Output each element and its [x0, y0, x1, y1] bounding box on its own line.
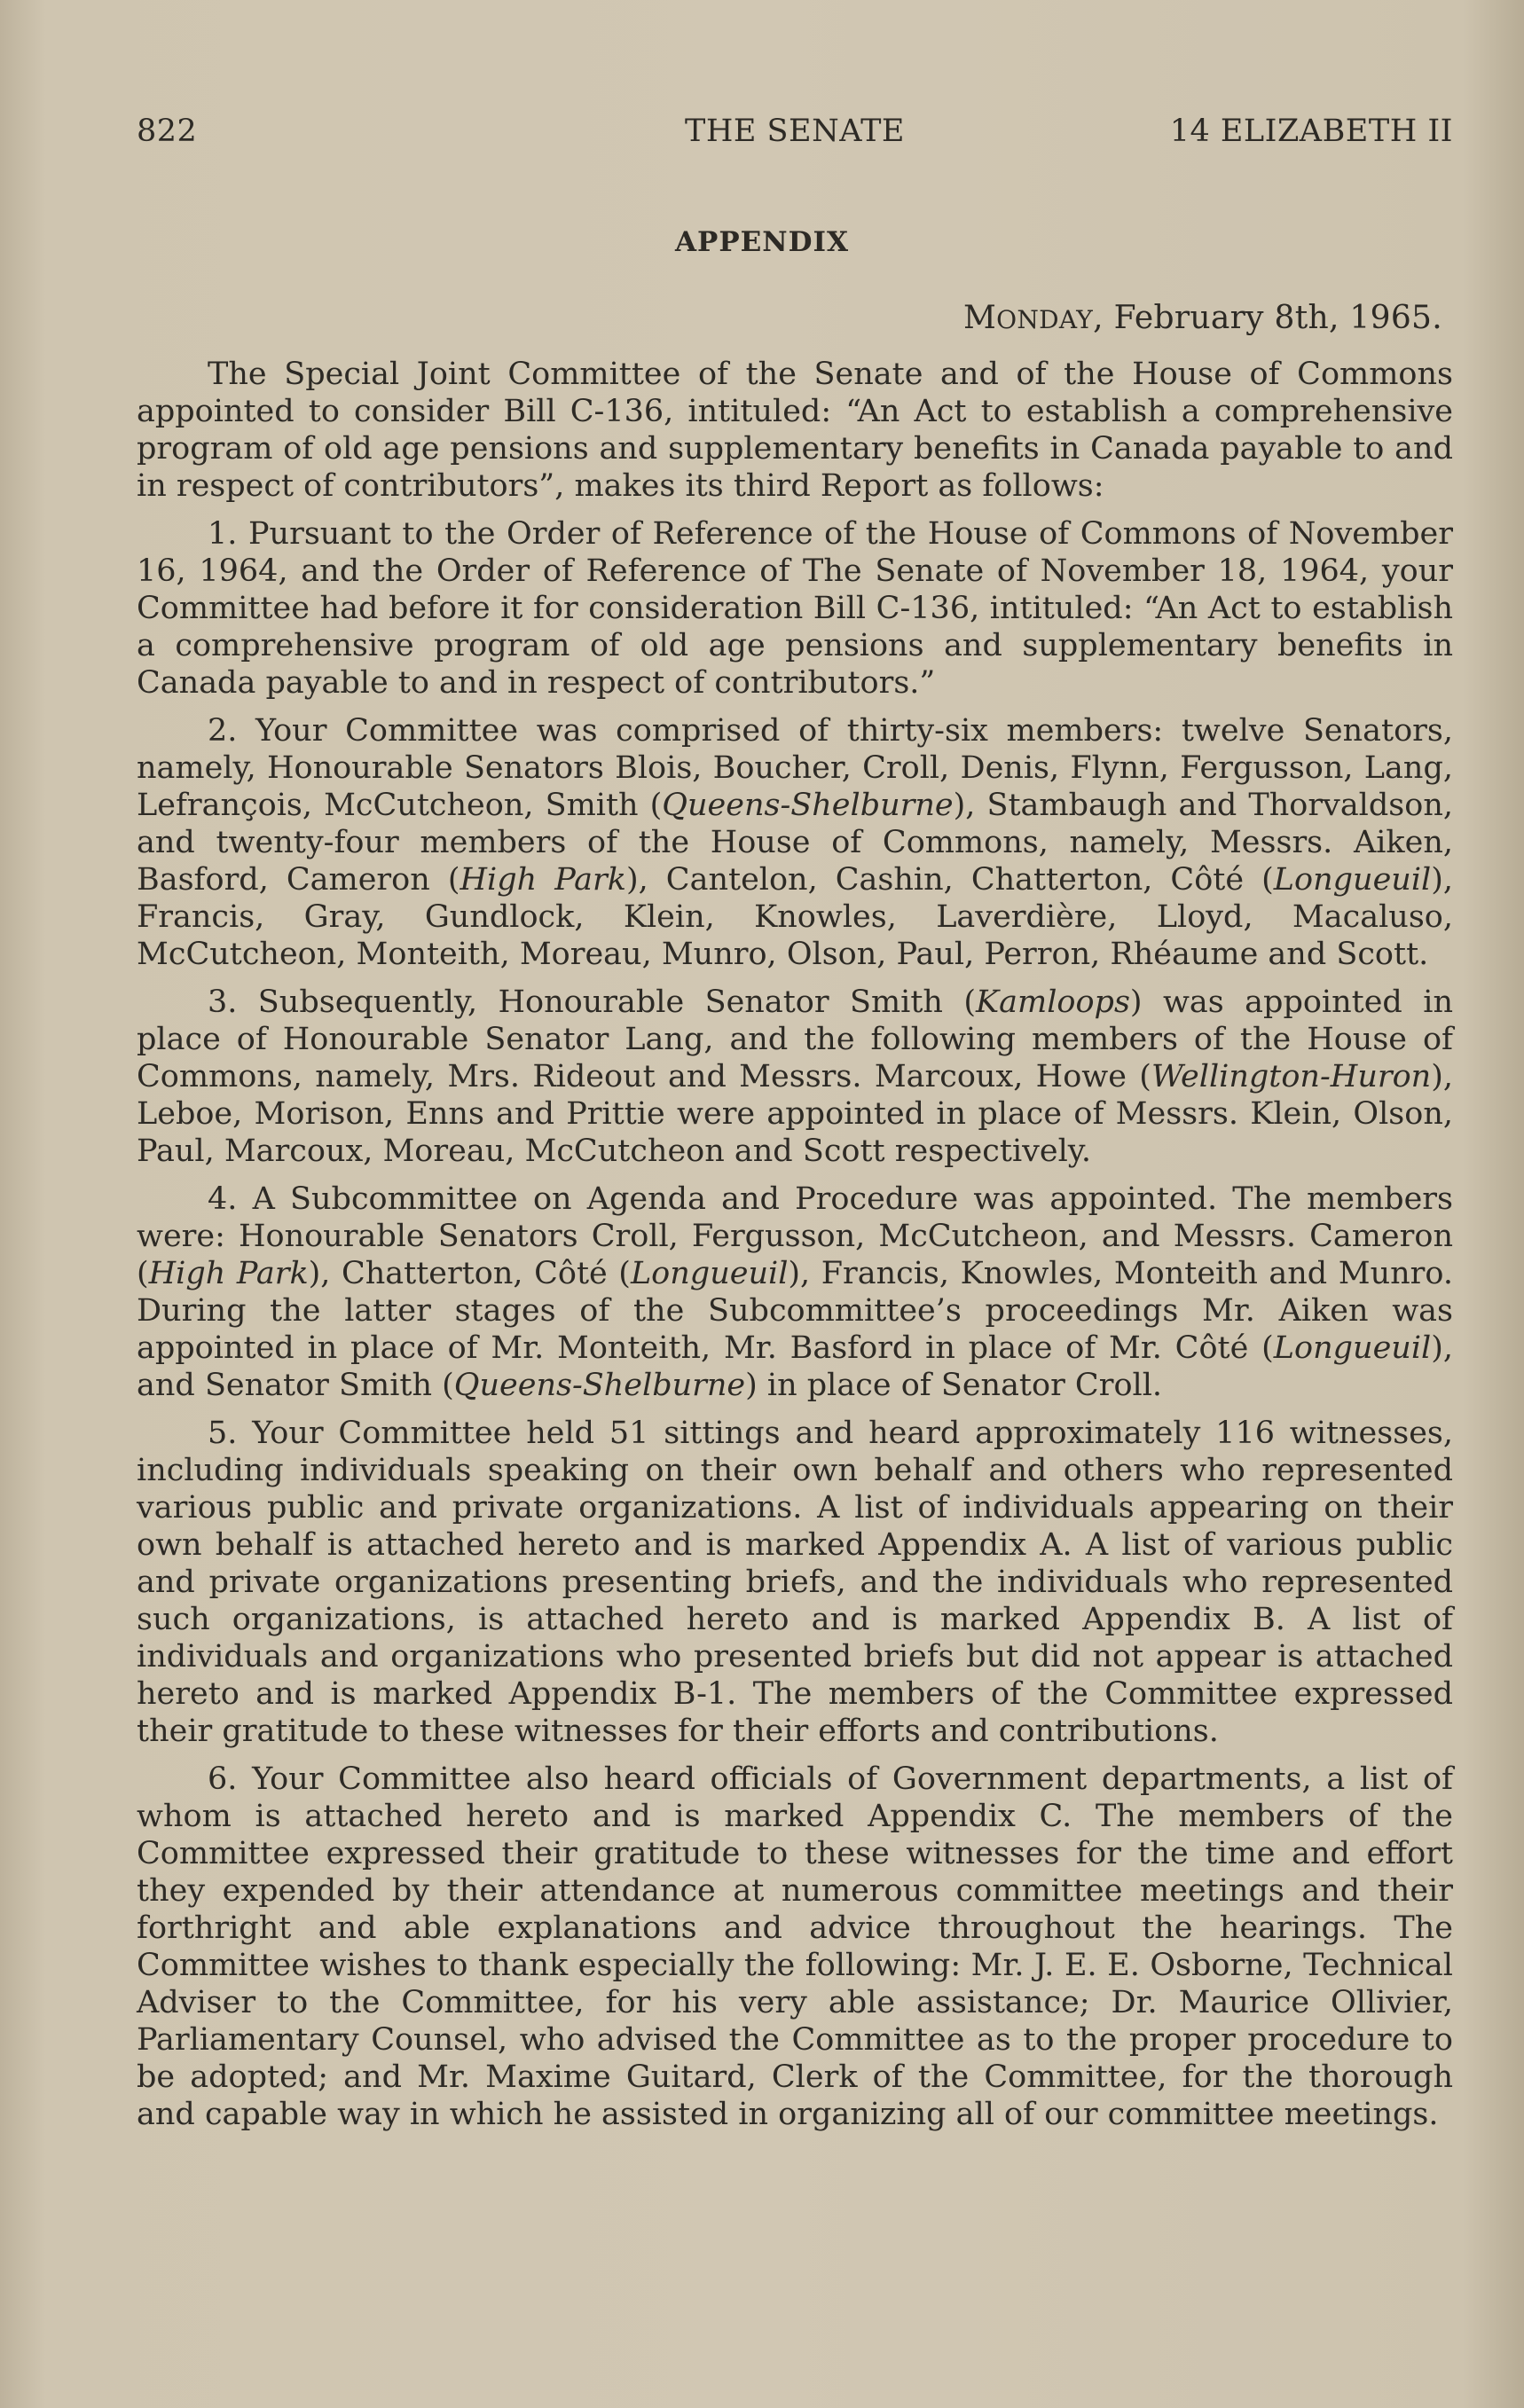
appendix-heading: APPENDIX [674, 226, 850, 258]
paragraph-text: ), Chatterton, Côté ( [308, 1256, 631, 1291]
paragraph-text: 4. A Subcommittee on Agenda and Procedure was appointed. The members were: Honourable Senators Croll, Fergusson, McCutcheon, and Messrs. Cameron ( [137, 1181, 1453, 1291]
report-paragraph [137, 515, 1453, 702]
dateline-day-rest: ONDAY [996, 305, 1094, 334]
report-paragraph [137, 1415, 1453, 1750]
running-title: THE SENATE [685, 114, 905, 149]
italic-text: Queens-Shelburne [662, 788, 954, 823]
paragraph-text: ), Francis, Knowles, Monteith and Munro. During the latter stages of the Subcommittee’s proceedings Mr. Aiken was appointed in place of Mr. Monteith, Mr. Basford in place of Mr. Côté ( [137, 1256, 1453, 1366]
italic-text: High Park [148, 1256, 309, 1291]
paragraph-text: ), and Senator Smith ( [137, 1330, 1453, 1403]
italic-text: Longueuil [630, 1256, 789, 1291]
paragraph-text: ), Cantelon, Cashin, Chatterton, Côté ( [625, 862, 1274, 898]
dateline-day-initial: M [962, 300, 997, 336]
italic-text: Longueuil [1273, 1330, 1432, 1366]
paragraph-text: ) was appointed in place of Honourable Senator Lang, and the following members of the House of Commons, namely, Mrs. Rideout and Messrs. Marcoux, Howe ( [137, 984, 1453, 1094]
dateline-date: , February 8th, 1965. [1093, 300, 1442, 336]
italic-text: Queens-Shelburne [453, 1368, 746, 1403]
paragraph-text: The Special Joint Committee of the Senate and of the House of Commons appointed to consider Bill C-136, intituled: “An Act to establish a comprehensive program of old age pensions and supplementary benefits in Canada payable to and in respect of contributors”, makes its third Report as follows: [137, 357, 1453, 504]
page-header [137, 114, 1453, 158]
report-paragraph [137, 984, 1453, 1170]
paragraph-text: 1. Pursuant to the Order of Reference of the House of Commons of November 16, 1964, and the Order of Reference of The Senate of November 18, 1964, your Committee had before it for consideration Bill C-136, intituled: “An Act to establish a comprehensive program of old age pensions and supplementary benefits in Canada payable to and in respect of contributors.” [137, 516, 1453, 701]
paragraph-text: ), Leboe, Morison, Enns and Prittie were appointed in place of Messrs. Klein, Olson, Paul, Marcoux, Moreau, McCutcheon and Scott respectively. [137, 1059, 1453, 1169]
report-paragraph [137, 712, 1453, 973]
italic-text: Longueuil [1273, 862, 1432, 898]
paragraph-text: ), Francis, Gray, Gundlock, Klein, Knowles, Laverdière, Lloyd, Macaluso, McCutcheon, Monteith, Moreau, Munro, Olson, Paul, Perron, Rhéaume and Scott. [137, 862, 1453, 972]
paragraph-text: ), Stambaugh and Thorvaldson, and twenty-four members of the House of Commons, namely, Messrs. Aiken, Basford, Cameron ( [137, 788, 1453, 898]
page-number: 822 [137, 114, 198, 149]
regnal-year: 14 ELIZABETH II [1169, 114, 1453, 149]
report-paragraph [137, 356, 1453, 505]
report-paragraph [137, 1761, 1453, 2133]
italic-text: Kamloops [976, 984, 1130, 1020]
italic-text: Wellington-Huron [1151, 1059, 1432, 1094]
paragraph-text: 5. Your Committee held 51 sittings and heard approximately 116 witnesses, including individuals speaking on their own behalf and others who represented various public and private organizations. A list of individuals appearing on their own behalf is attached hereto and is marked Appendix A. A list of various public and private organizations presenting briefs, and the individuals who represented such organizations, is attached hereto and is marked Appendix B. A list of individuals and organizations who presented briefs but did not appear is attached hereto and is marked Appendix B-1. The members of the Committee expressed their gratitude to these witnesses for their efforts and contributions. [137, 1416, 1453, 1749]
report-body [137, 356, 1453, 2144]
paragraph-text: ) in place of Senator Croll. [745, 1368, 1163, 1403]
report-paragraph [137, 1180, 1453, 1404]
paragraph-text: 2. Your Committee was comprised of thirty-six members: twelve Senators, namely, Honourable Senators Blois, Boucher, Croll, Denis, Flynn, Fergusson, Lang, Lefrançois, McCutcheon, Smith ( [137, 713, 1453, 823]
paragraph-text: 6. Your Committee also heard officials of Government departments, a list of whom is attached hereto and is marked Appendix C. The members of the Committee expressed their gratitude to these witnesses for the time and effort they expended by their attendance at numerous committee meetings and their forthright and able explanations and advice throughout the hearings. The Committee wishes to thank especially the following: Mr. J. E. E. Osborne, Technical Adviser to the Committee, for his very able assistance; Dr. Maurice Ollivier, Parliamentary Counsel, who advised the Committee as to the proper procedure to be adopted; and Mr. Maxime Guitard, Clerk of the Committee, for the thorough and capable way in which he assisted in organizing all of our committee meetings. [137, 1761, 1453, 2132]
dateline [963, 300, 1442, 336]
italic-text: High Park [460, 862, 626, 898]
paragraph-text: 3. Subsequently, Honourable Senator Smith ( [208, 984, 976, 1020]
